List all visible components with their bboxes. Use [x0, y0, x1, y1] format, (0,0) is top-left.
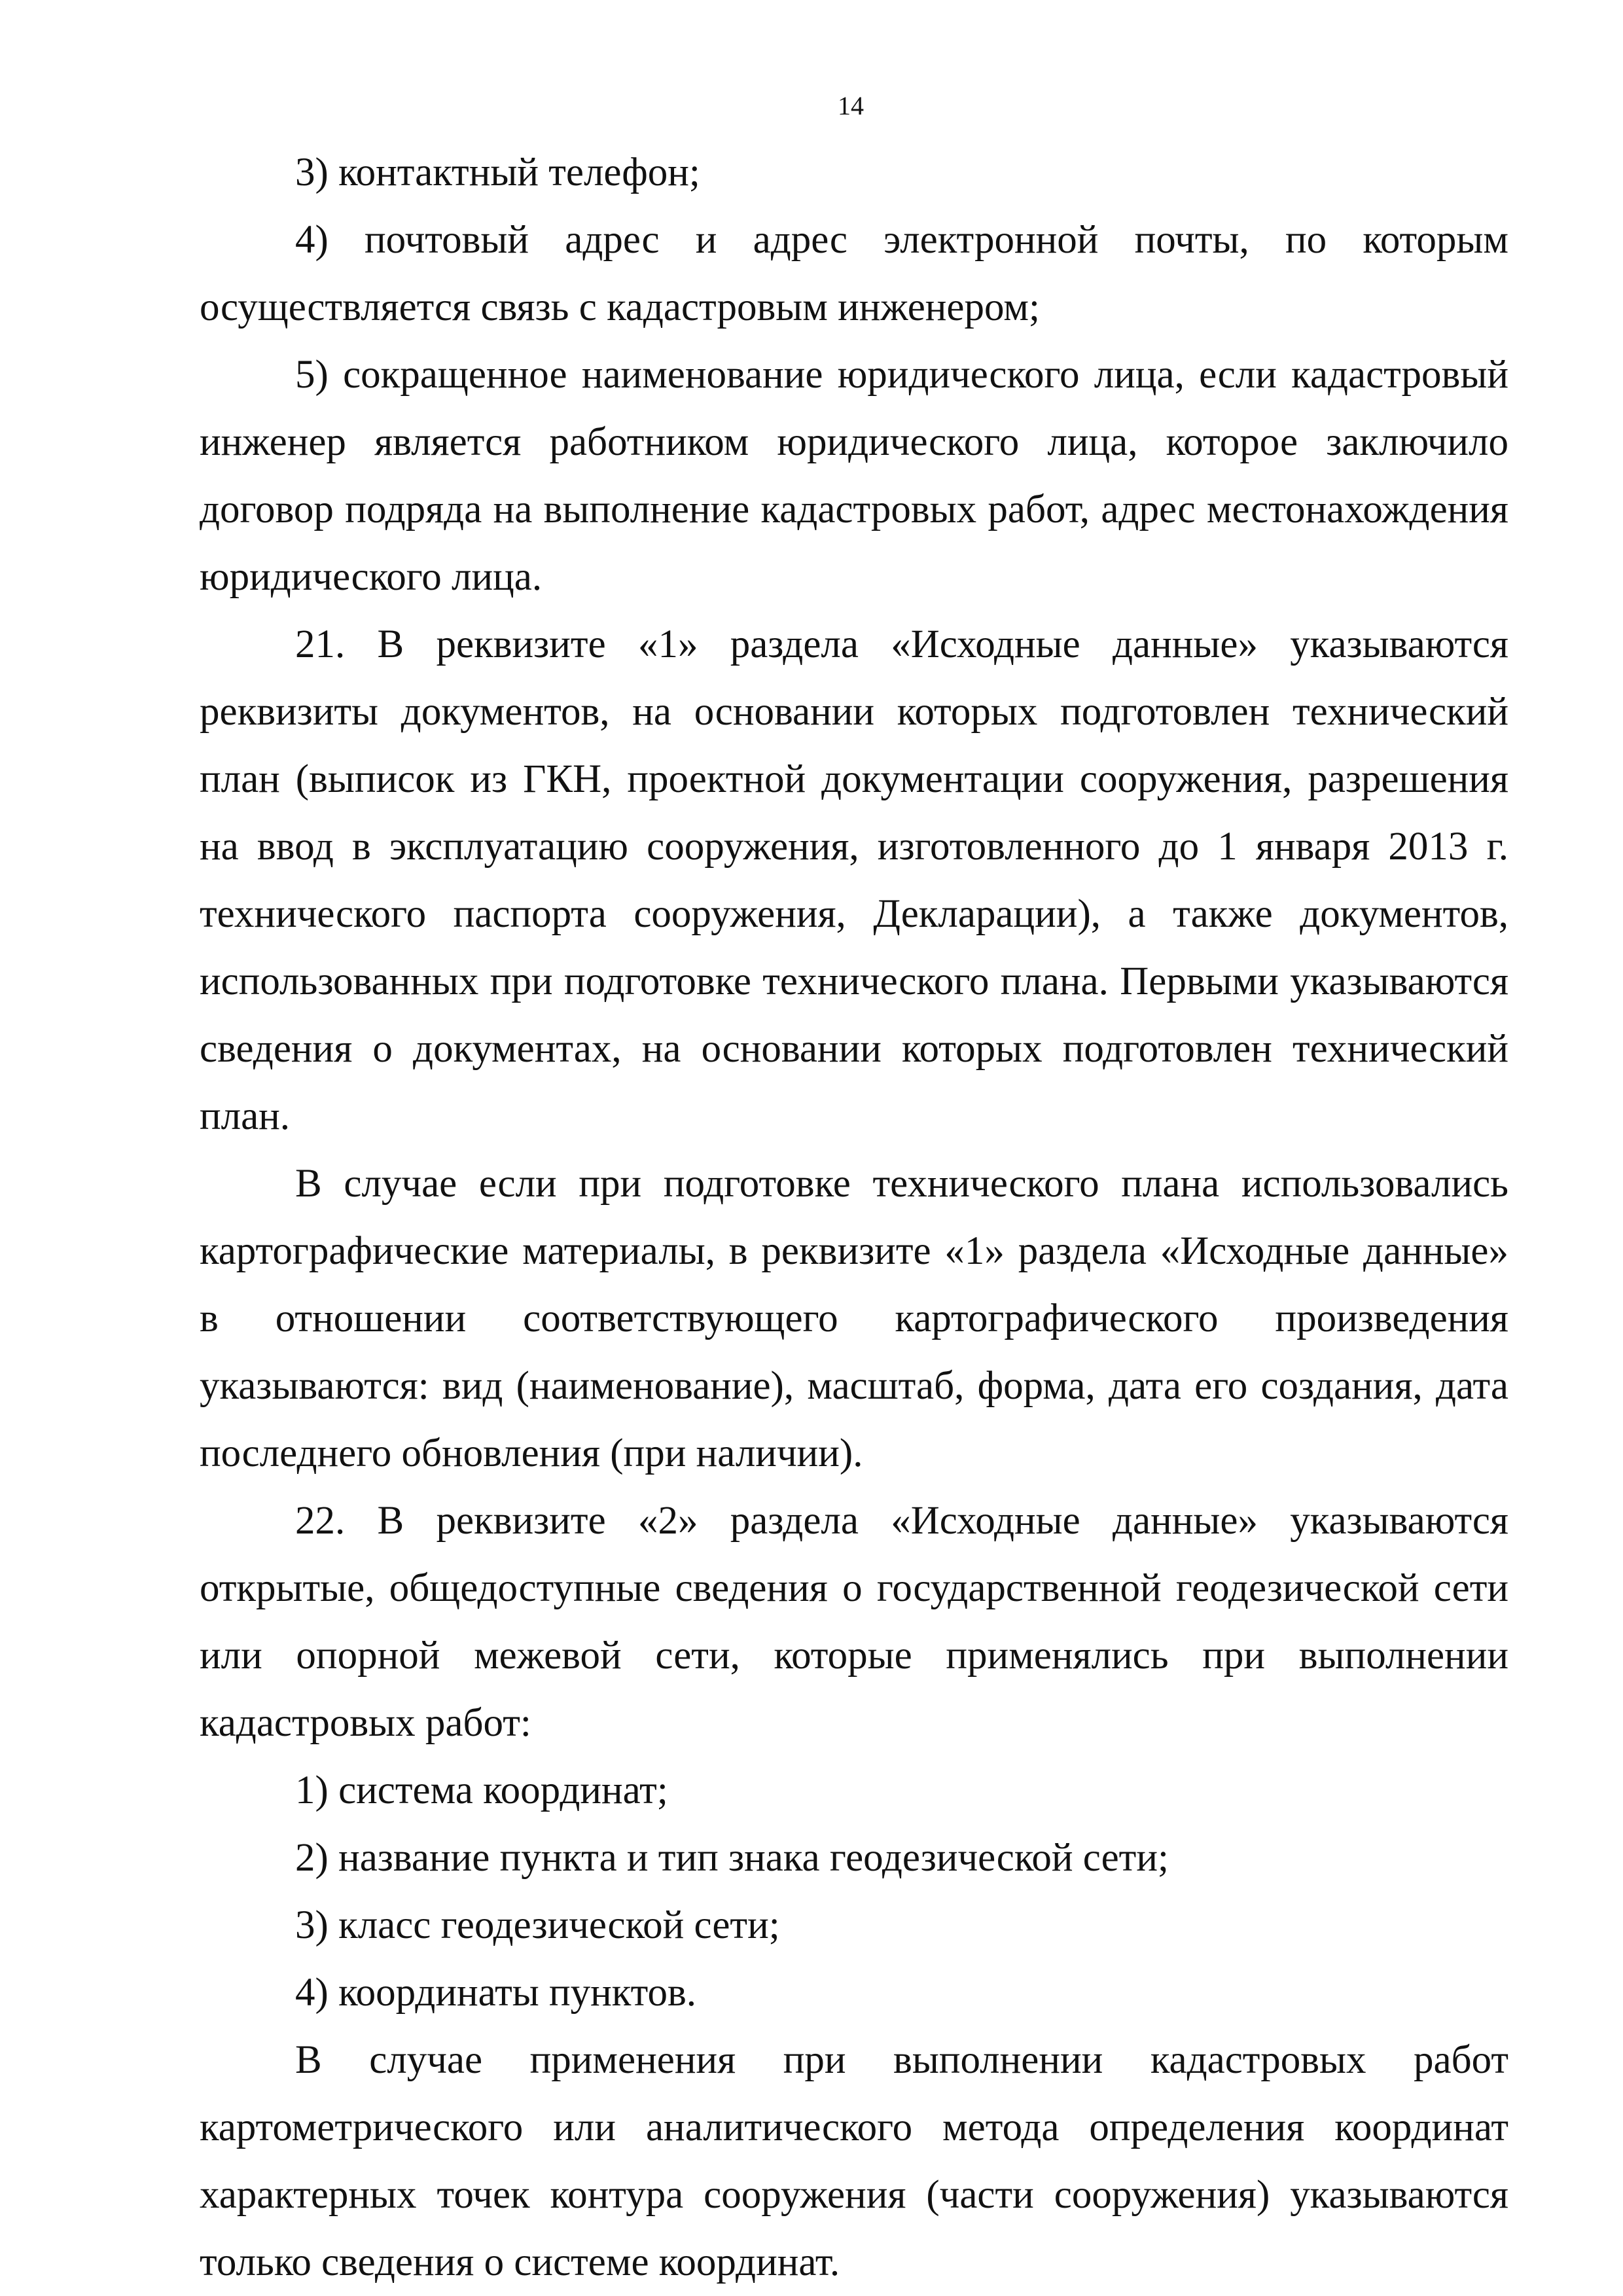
- page-number: 14: [838, 91, 864, 120]
- list-item-coordinate-system: 1) система координат;: [295, 1768, 668, 1812]
- paragraph-section-22: 22. В реквизите «2» раздела «Исходные данные» указываются открытые, общедоступные сведения о государственной геодезической сети или опорной межевой сети, которые применялись при выполнении кадастровых работ:: [200, 1499, 1508, 1745]
- list-item-point-name: 2) название пункта и тип знака геодезической сети;: [295, 1836, 1169, 1880]
- document-body: [200, 139, 1508, 2296]
- paragraph-postal-email: 4) почтовый адрес и адрес электронной почты, по которым осуществляется связь с кадастровым инженером;: [200, 218, 1508, 329]
- list-item-network-class: 3) класс геодезической сети;: [295, 1903, 780, 1947]
- list-item-point-coordinates: 4) координаты пунктов.: [295, 1971, 697, 2015]
- paragraph-method-note: В случае применения при выполнении кадастровых работ картометрического или аналитического метода определения координат характерных точек контура сооружения (части сооружения) указываются только сведения о системе координат.: [200, 2038, 1508, 2284]
- paragraph-contact-phone: 3) контактный телефон;: [295, 151, 700, 194]
- paragraph-legal-entity: 5) сокращенное наименование юридического лица, если кадастровый инженер является работником юридического лица, которое заключило договор подряда на выполнение кадастровых работ, адрес местонахождения юридического лица.: [200, 353, 1508, 599]
- paragraph-section-21: 21. В реквизите «1» раздела «Исходные данные» указываются реквизиты документов, на основании которых подготовлен технический план (выписок из ГКН, проектной документации сооружения, разрешения на ввод в эксплуатацию сооружения, изготовленного до 1 января 2013 г. технического паспорта сооружения, Декларации), а также документов, использованных при подготовке технического плана. Первыми указываются сведения о документах, на основании которых подготовлен технический план.: [200, 622, 1508, 1138]
- paragraph-cartographic-materials: В случае если при подготовке технического плана использовались картографические материалы, в реквизите «1» раздела «Исходные данные» в отношении соответствующего картографического произведения указываются: вид (наименование), масштаб, форма, дата его создания, дата последнего обновления (при наличии).: [200, 1162, 1508, 1475]
